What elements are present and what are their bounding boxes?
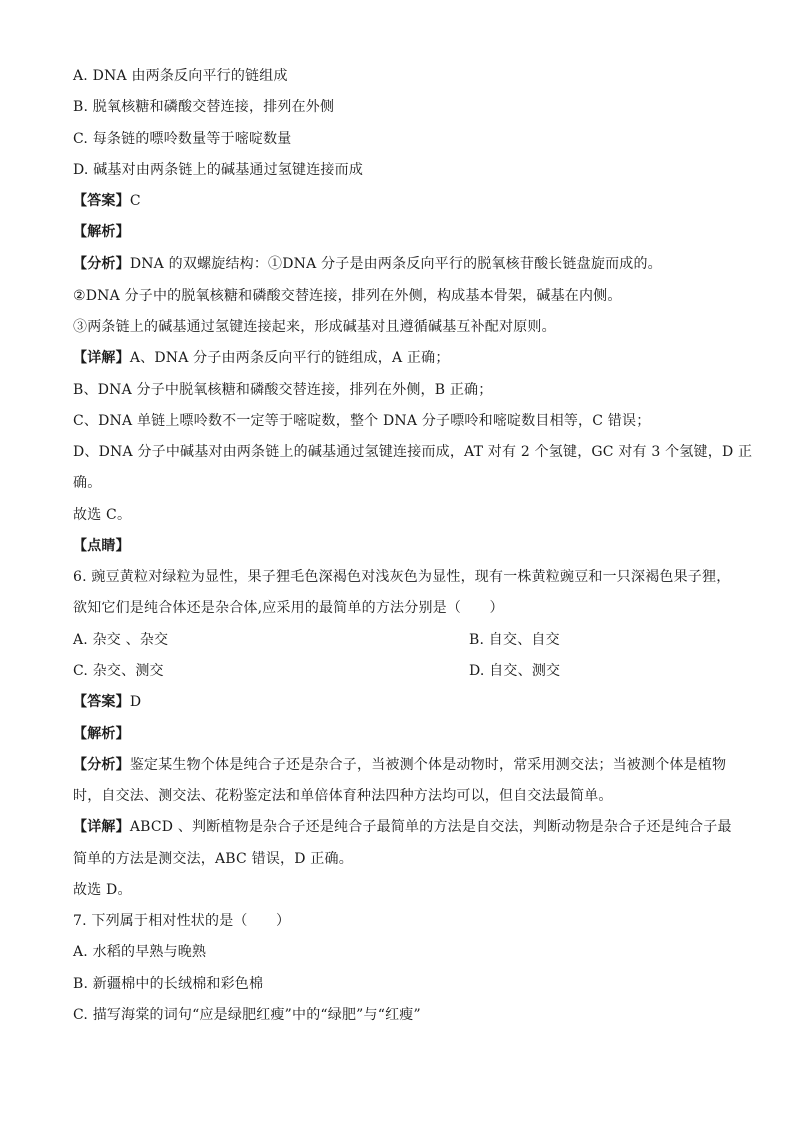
q6-option-c: C. 杂交、测交 — [73, 663, 164, 679]
q6-analysis-line-2: 时，自交法、测交法、花粉鉴定法和单倍体育种法四种方法均可以，但自交法最简单。 — [73, 788, 613, 804]
q6-analysis-text-1: 鉴定某生物个体是纯合子还是杂合子，当被测个体是动物时，常采用测交法；当被测个体是植物 — [129, 757, 727, 773]
q7-option-c: C. 描写海棠的词句“应是绿肥红瘦”中的“绿肥”与“红瘦” — [73, 1007, 421, 1023]
q6-detail-line-2: 简单的方法是测交法，ABC 错误，D 正确。 — [73, 851, 353, 867]
answer-tag: 【答案】 — [73, 193, 130, 209]
detail-text-a: A、DNA 分子由两条反向平行的链组成，A 正确； — [129, 350, 450, 366]
q6-explanation-header: 【解析】 — [73, 726, 130, 742]
q6-stem-1: 6. 豌豆黄粒对绿粒为显性，果子狸毛色深褐色对浅灰色为显性，现有一株黄粒豌豆和一只深褐色果子狸， — [73, 569, 731, 585]
analysis-line-2: ②DNA 分子中的脱氧核糖和磷酸交替连接，排列在外侧，构成基本骨架，碱基在内侧。 — [73, 288, 622, 304]
q6-choose-line: 故选 D。 — [73, 882, 132, 898]
q6-options-row-2 — [73, 661, 561, 681]
choose-line: 故选 C。 — [73, 507, 132, 523]
q6-detail-line-1 — [73, 817, 732, 837]
q7-stem: 7. 下列属于相对性状的是（ ） — [73, 913, 291, 929]
q6-option-b: B. 自交、自交 — [469, 632, 560, 648]
q7-option-b: B. 新疆棉中的长绒棉和彩色棉 — [73, 976, 264, 992]
detail-line-a — [73, 348, 450, 368]
analysis-line-3: ③两条链上的碱基通过氢键连接起来，形成碱基对且遵循碱基互补配对原则。 — [73, 319, 556, 335]
q6-options-row-1 — [73, 630, 560, 650]
analysis-line-1 — [73, 254, 662, 274]
analysis-text-1: DNA 的双螺旋结构：①DNA 分子是由两条反向平行的脱氧核苷酸长链盘旋而成的。 — [129, 256, 662, 272]
q5-option-d: D. 碱基对由两条链上的碱基通过氢键连接而成 — [73, 162, 364, 178]
q7-option-a: A. 水稻的早熟与晚熟 — [73, 944, 207, 960]
detail-line-c: C、DNA 单链上嘌呤数不一定等于嘧啶数，整个 DNA 分子嘌呤和嘧啶数目相等，C 错误； — [73, 413, 651, 429]
q6-analysis-line-1 — [73, 755, 726, 775]
comment-tag: 【点睛】 — [73, 538, 130, 554]
q6-option-d: D. 自交、测交 — [469, 663, 561, 679]
q6-detail-text-1: ABCD 、判断植物是杂合子还是纯合子最简单的方法是自交法，判断动物是杂合子还是纯合子最 — [129, 819, 732, 835]
analysis-tag: 【分析】 — [73, 256, 130, 272]
explanation-header: 【解析】 — [73, 224, 130, 240]
q6-answer-line — [73, 692, 141, 712]
q5-option-b: B. 脱氧核糖和磷酸交替连接，排列在外侧 — [73, 99, 335, 115]
q6-option-a: A. 杂交 、杂交 — [73, 632, 169, 648]
detail-line-d1: D、DNA 分子中碱基对由两条链上的碱基通过氢键连接而成，AT 对有 2 个氢键，GC 对有 3 个氢键，D 正 — [73, 444, 753, 460]
q5-option-a: A. DNA 由两条反向平行的链组成 — [73, 68, 288, 84]
q6-stem-2: 欲知它们是纯合体还是杂合体,应采用的最简单的方法分别是（ ） — [73, 600, 504, 616]
q5-answer-line — [73, 191, 141, 211]
answer-value: D — [129, 694, 142, 710]
detail-tag: 【详解】 — [73, 350, 130, 366]
detail-line-b: B、DNA 分子中脱氧核糖和磷酸交替连接，排列在外侧，B 正确； — [73, 382, 493, 398]
detail-line-d2: 确。 — [73, 475, 102, 491]
q5-option-c: C. 每条链的嘌呤数量等于嘧啶数量 — [73, 131, 292, 147]
detail-tag: 【详解】 — [73, 819, 130, 835]
analysis-tag: 【分析】 — [73, 757, 130, 773]
answer-value: C — [129, 193, 141, 209]
answer-tag: 【答案】 — [73, 694, 130, 710]
